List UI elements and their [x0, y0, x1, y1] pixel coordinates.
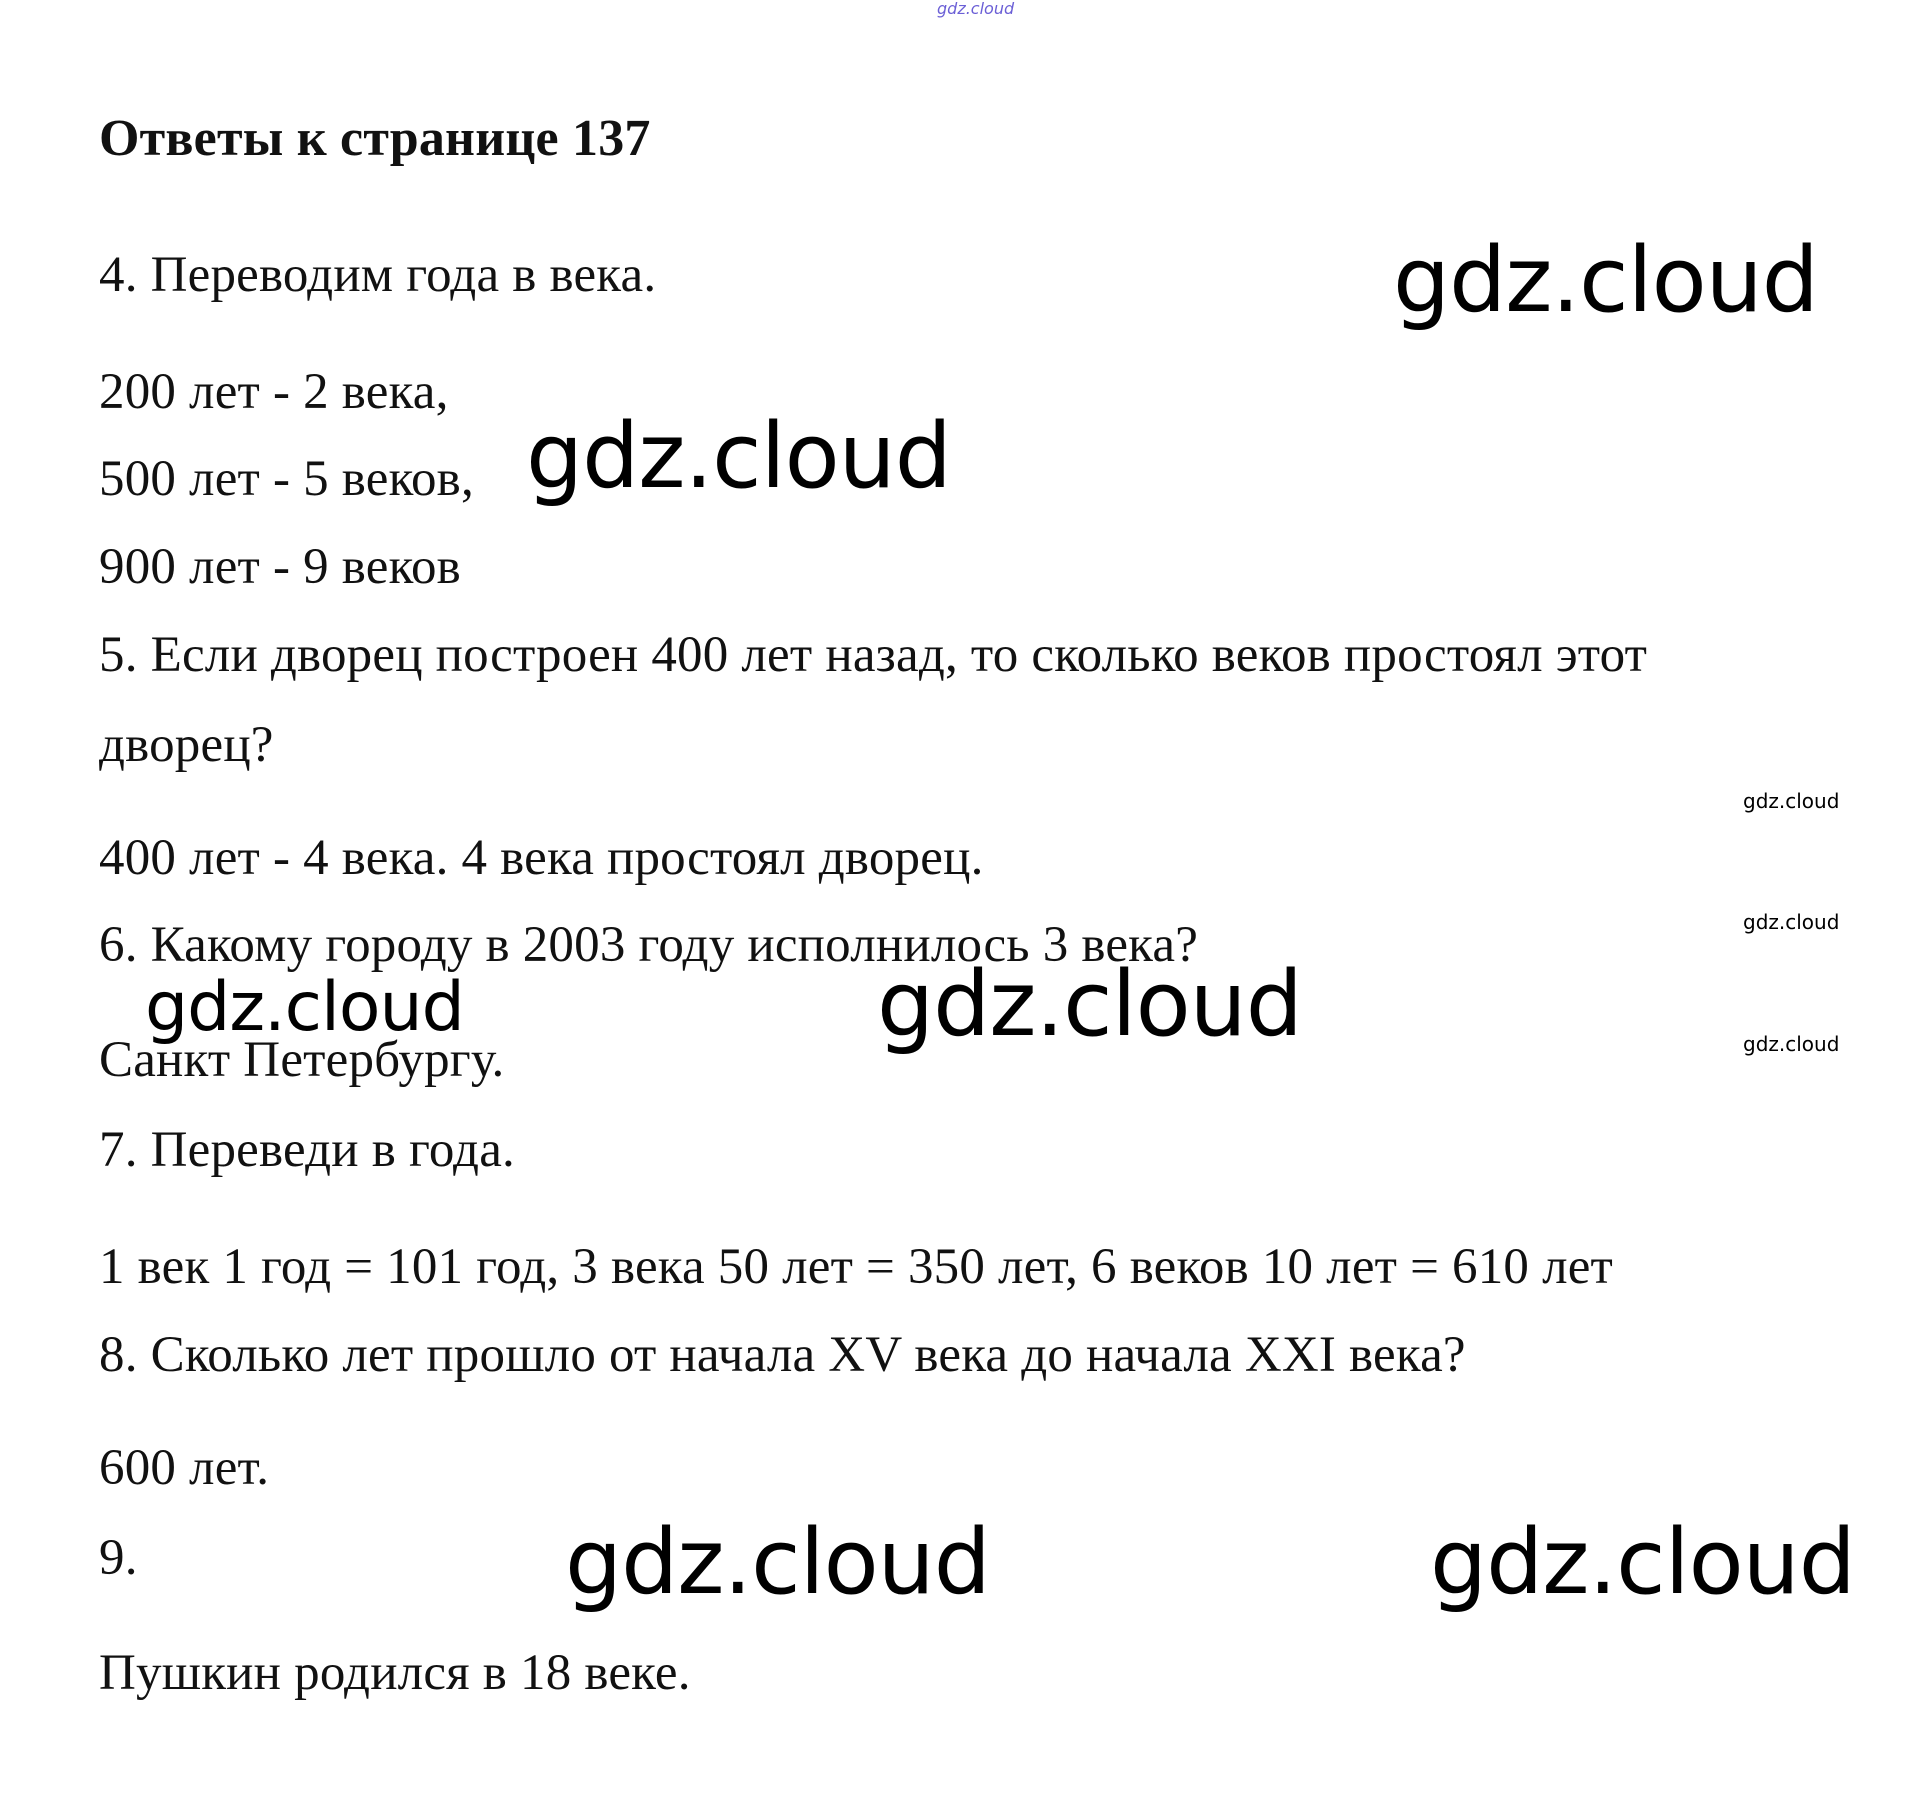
- answer-4-line-3: 900 лет - 9 веков: [99, 539, 461, 595]
- answer-4-heading: 4. Переводим года в века.: [99, 247, 657, 303]
- watermark-small-1: gdz.cloud: [1743, 789, 1840, 813]
- answer-8-answer: 600 лет.: [99, 1440, 270, 1496]
- watermark-3: gdz.cloud: [145, 968, 464, 1047]
- answer-6-answer: Санкт Петербургу.: [99, 1032, 505, 1088]
- watermark-top: gdz.cloud: [937, 0, 1015, 18]
- watermark-2: gdz.cloud: [526, 404, 951, 509]
- watermark-1: gdz.cloud: [1393, 228, 1818, 333]
- page-title: Ответы к странице 137: [99, 110, 651, 167]
- watermark-5: gdz.cloud: [565, 1510, 990, 1615]
- watermark-4: gdz.cloud: [877, 952, 1302, 1057]
- answer-5-answer: 400 лет - 4 века. 4 века простоял дворец.: [99, 830, 984, 886]
- answer-7-answer: 1 век 1 год = 101 год, 3 века 50 лет = 350 лет, 6 веков 10 лет = 610 лет: [99, 1239, 1614, 1295]
- answer-4-line-2: 500 лет - 5 веков,: [99, 451, 474, 507]
- answer-4-line-1: 200 лет - 2 века,: [99, 364, 449, 420]
- answer-8-question: 8. Сколько лет прошло от начала XV века до начала XXI века?: [99, 1327, 1466, 1383]
- answer-6-question: 6. Какому городу в 2003 году исполнилось 3 века?: [99, 917, 1199, 973]
- answer-5-question-cont: дворец?: [99, 717, 274, 773]
- watermark-small-2: gdz.cloud: [1743, 910, 1840, 934]
- answer-5-question: 5. Если дворец построен 400 лет назад, то сколько веков простоял этот: [99, 627, 1648, 683]
- watermark-6: gdz.cloud: [1430, 1510, 1855, 1615]
- answer-7-heading: 7. Переведи в года.: [99, 1122, 515, 1178]
- watermark-small-3: gdz.cloud: [1743, 1032, 1840, 1056]
- answer-9-answer: Пушкин родился в 18 веке.: [99, 1645, 691, 1701]
- answer-9-heading: 9.: [99, 1530, 138, 1586]
